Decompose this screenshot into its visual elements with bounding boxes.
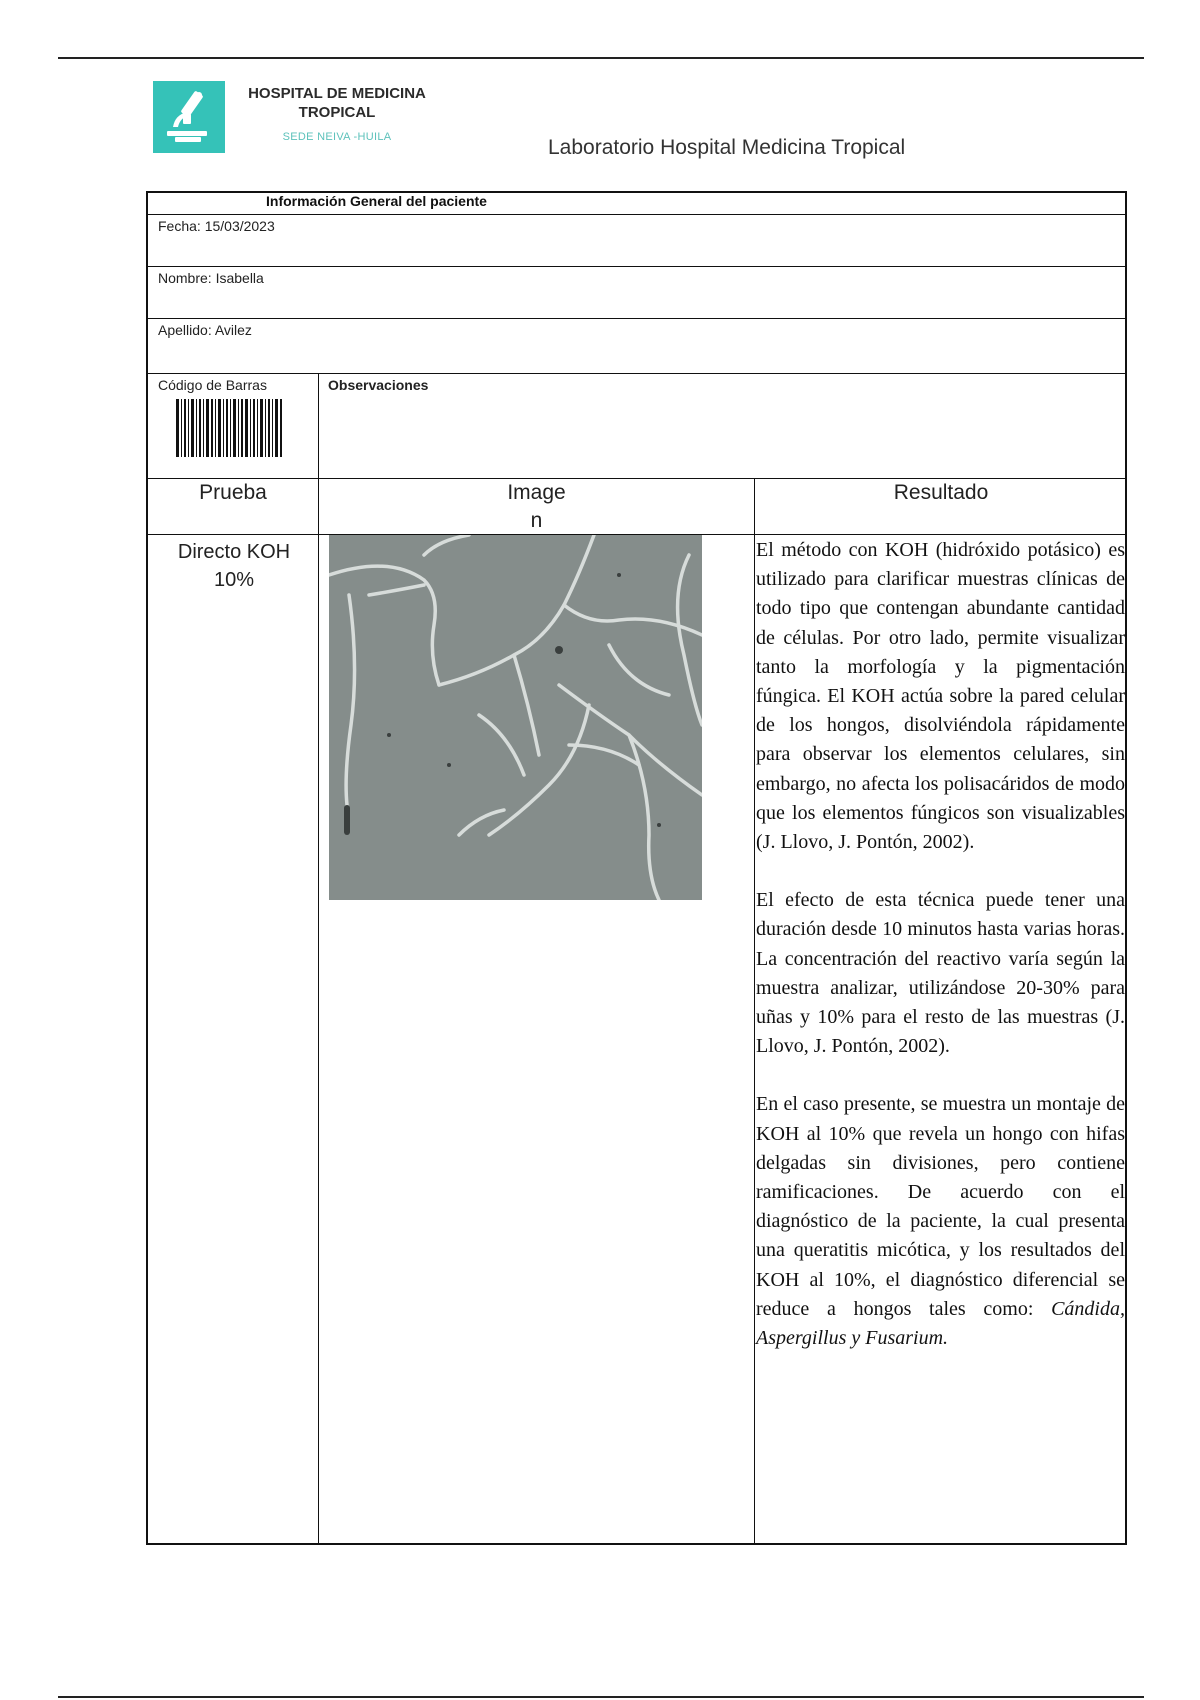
result-paragraph-3-text: En el caso presente, se muestra un montaje de KOH al 10% que revela un hongo con hifas delgadas sin divisiones, pero contiene ramificaciones. De acuerdo con el diagnóstico de la paciente, la cual presenta una queratitis micótica, y los resultados del KOH al 10%, el diagnóstico diferencial se reduce a hongos tales como: (756, 1093, 1125, 1320)
apellido-field: Apellido: Avilez (158, 322, 252, 338)
result-paragraph-2: El efecto de esta técnica puede tener una duración desde 10 minutos hasta varias horas. La concentración del reactivo varía según la muestra analizar, utilizándose 20-30% para uñas y 10% para el resto de las muestras (J. Llovo, J. Pontón, 2002). (756, 889, 1125, 1058)
prueba-header: Prueba (199, 481, 267, 504)
imagen-header (319, 479, 754, 535)
nombre-field: Nombre: Isabella (158, 270, 264, 286)
test-name-line2: 10% (213, 569, 255, 591)
hospital-sede: SEDE NEIVA -HUILA (282, 131, 392, 143)
fecha-field: Fecha: 15/03/2023 (158, 218, 275, 234)
divider (148, 214, 1125, 215)
imagen-header-line2: n (530, 509, 543, 532)
divider (148, 373, 1125, 374)
microscopy-hyphae-image (329, 535, 702, 900)
test-name-line1: Directo KOH (177, 541, 291, 563)
result-text (756, 536, 1125, 1382)
bottom-rule (58, 1696, 1144, 1698)
resultado-header: Resultado (893, 481, 989, 504)
hospital-name (237, 84, 437, 122)
section-title: Información General del paciente (266, 193, 487, 209)
top-rule (58, 57, 1144, 59)
lab-title: Laboratorio Hospital Medicina Tropical (548, 136, 906, 159)
divider (148, 318, 1125, 319)
observaciones-label: Observaciones (328, 377, 429, 393)
patient-report-form (146, 191, 1127, 1545)
imagen-header-line1: Image (507, 481, 566, 504)
column-divider (754, 478, 755, 1543)
result-paragraph-3 (756, 1090, 1125, 1353)
column-divider (318, 373, 319, 1543)
hospital-name-line1: HOSPITAL DE MEDICINA (248, 85, 426, 102)
result-paragraph-1: El método con KOH (hidróxido potásico) es utilizado para clarificar muestras clínicas de todo tipo que contengan abundante cantidad de células. Por otro lado, permite visualizar tanto la morfología y la pigmentación fúngica. El KOH actúa sobre la pared celular de los hongos, disolviéndola rápidamente para observar los elementos celulares, sin embargo, no afecta los polisacáridos de modo que los elementos fúngicos son visualizables (J. Llovo, J. Pontón, 2002). (756, 539, 1125, 854)
result-species: Cándida, Aspergillus y Fusarium. (756, 1297, 1125, 1350)
microscope-logo-icon (153, 81, 225, 153)
hospital-name-line2: TROPICAL (298, 104, 376, 121)
test-name (150, 538, 318, 594)
barcode-label: Código de Barras (158, 377, 267, 393)
divider (148, 266, 1125, 267)
barcode-icon (176, 399, 282, 457)
